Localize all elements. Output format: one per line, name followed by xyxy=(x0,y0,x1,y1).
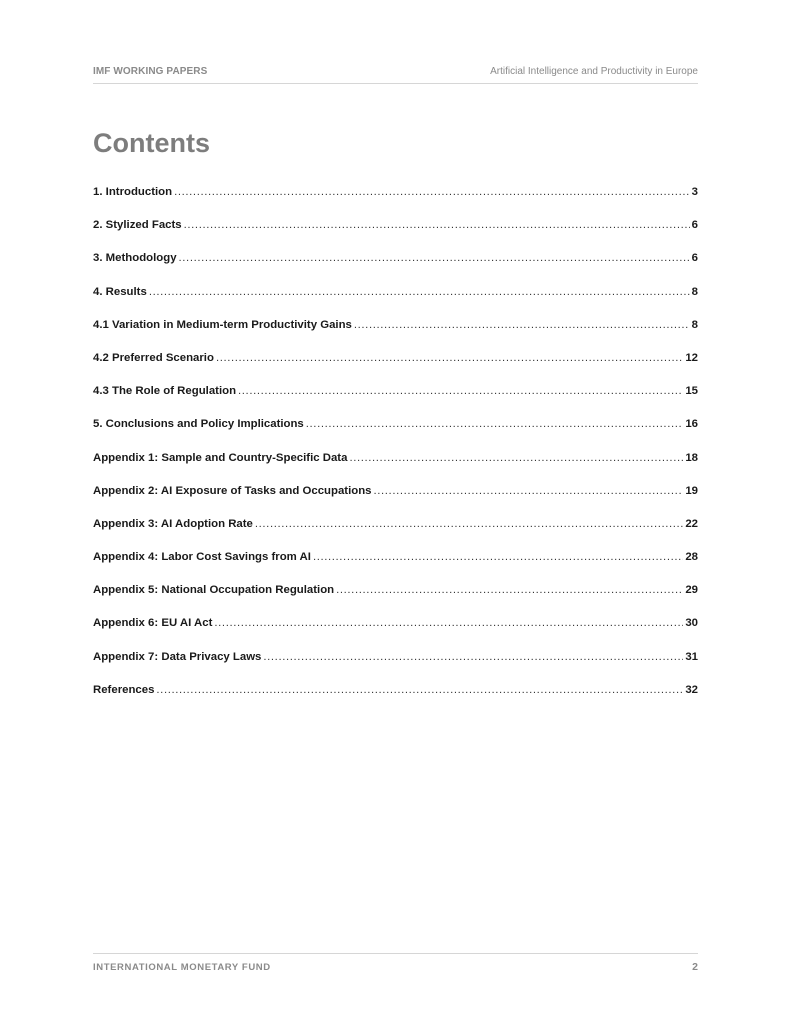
toc-entry-label: 2. Stylized Facts xyxy=(93,219,182,232)
toc-entry-label: References xyxy=(93,683,155,696)
toc-entry-variation-productivity-gains[interactable] xyxy=(93,319,698,352)
dot-leader xyxy=(349,452,683,464)
toc-entry-page: 15 xyxy=(685,385,698,398)
toc-entry-page: 28 xyxy=(685,551,698,564)
paper-title: Artificial Intelligence and Productivity in Europe xyxy=(490,66,698,77)
toc-entry-label: Appendix 2: AI Exposure of Tasks and Occupations xyxy=(93,484,372,497)
contents-heading: Contents xyxy=(93,128,210,158)
toc-entry-introduction[interactable] xyxy=(93,186,698,219)
dot-leader xyxy=(336,584,683,596)
toc-entry-label: 1. Introduction xyxy=(93,186,173,198)
toc-entry-appendix-7[interactable] xyxy=(93,651,698,684)
toc-entry-page: 30 xyxy=(685,617,698,630)
toc-entry-page: 19 xyxy=(685,484,698,497)
dot-leader xyxy=(255,518,683,530)
toc-entry-label: 4.3 The Role of Regulation xyxy=(93,385,237,398)
dot-leader xyxy=(156,684,683,696)
page-header xyxy=(93,66,698,84)
toc-entry-appendix-1[interactable] xyxy=(93,452,698,485)
dot-leader xyxy=(374,485,684,497)
toc-entry-label: Appendix 5: National Occupation Regulation xyxy=(93,584,335,597)
toc-entry-page: 12 xyxy=(685,351,698,364)
toc-entry-label: 3. Methodology xyxy=(93,252,177,265)
toc-entry-page: 31 xyxy=(685,650,698,663)
dot-leader xyxy=(354,319,690,331)
dot-leader xyxy=(179,252,690,264)
toc-entry-appendix-4[interactable] xyxy=(93,551,698,584)
publisher-name: INTERNATIONAL MONETARY FUND xyxy=(93,962,271,973)
toc-entry-label: 4. Results xyxy=(93,285,147,298)
dot-leader xyxy=(174,186,690,198)
toc-entry-label: Appendix 3: AI Adoption Rate xyxy=(93,517,253,530)
dot-leader xyxy=(214,617,683,629)
dot-leader xyxy=(306,418,684,430)
toc-entry-page: 16 xyxy=(685,418,698,431)
toc-entry-page: 22 xyxy=(685,517,698,530)
toc-entry-page: 8 xyxy=(691,318,698,331)
toc-entry-page: 3 xyxy=(691,186,698,198)
dot-leader xyxy=(216,352,683,364)
toc-entry-appendix-2[interactable] xyxy=(93,485,698,518)
dot-leader xyxy=(263,651,683,663)
series-title: IMF WORKING PAPERS xyxy=(93,66,208,77)
toc-entry-label: Appendix 7: Data Privacy Laws xyxy=(93,650,262,663)
toc-entry-page: 18 xyxy=(685,451,698,464)
toc-entry-results[interactable] xyxy=(93,286,698,319)
page-number: 2 xyxy=(692,961,698,973)
toc-entry-appendix-5[interactable] xyxy=(93,584,698,617)
dot-leader xyxy=(238,385,683,397)
dot-leader xyxy=(184,219,690,231)
dot-leader xyxy=(149,286,690,298)
toc-entry-references[interactable] xyxy=(93,684,698,717)
table-of-contents xyxy=(93,186,698,717)
toc-entry-label: Appendix 6: EU AI Act xyxy=(93,617,213,630)
toc-entry-preferred-scenario[interactable] xyxy=(93,352,698,385)
toc-entry-label: Appendix 1: Sample and Country-Specific Data xyxy=(93,451,348,464)
toc-entry-label: 5. Conclusions and Policy Implications xyxy=(93,418,304,431)
toc-entry-label: 4.1 Variation in Medium-term Productivity Gains xyxy=(93,318,352,331)
dot-leader xyxy=(313,551,683,563)
toc-entry-page: 6 xyxy=(691,219,698,232)
page-footer xyxy=(93,953,698,976)
toc-entry-methodology[interactable] xyxy=(93,252,698,285)
toc-entry-label: Appendix 4: Labor Cost Savings from AI xyxy=(93,551,311,564)
toc-entry-conclusions[interactable] xyxy=(93,418,698,451)
toc-entry-page: 32 xyxy=(685,683,698,696)
toc-entry-stylized-facts[interactable] xyxy=(93,219,698,252)
toc-entry-label: 4.2 Preferred Scenario xyxy=(93,351,214,364)
toc-entry-appendix-6[interactable] xyxy=(93,617,698,650)
toc-entry-page: 8 xyxy=(691,285,698,298)
toc-entry-role-of-regulation[interactable] xyxy=(93,385,698,418)
toc-entry-page: 6 xyxy=(691,252,698,265)
toc-entry-page: 29 xyxy=(685,584,698,597)
toc-entry-appendix-3[interactable] xyxy=(93,518,698,551)
